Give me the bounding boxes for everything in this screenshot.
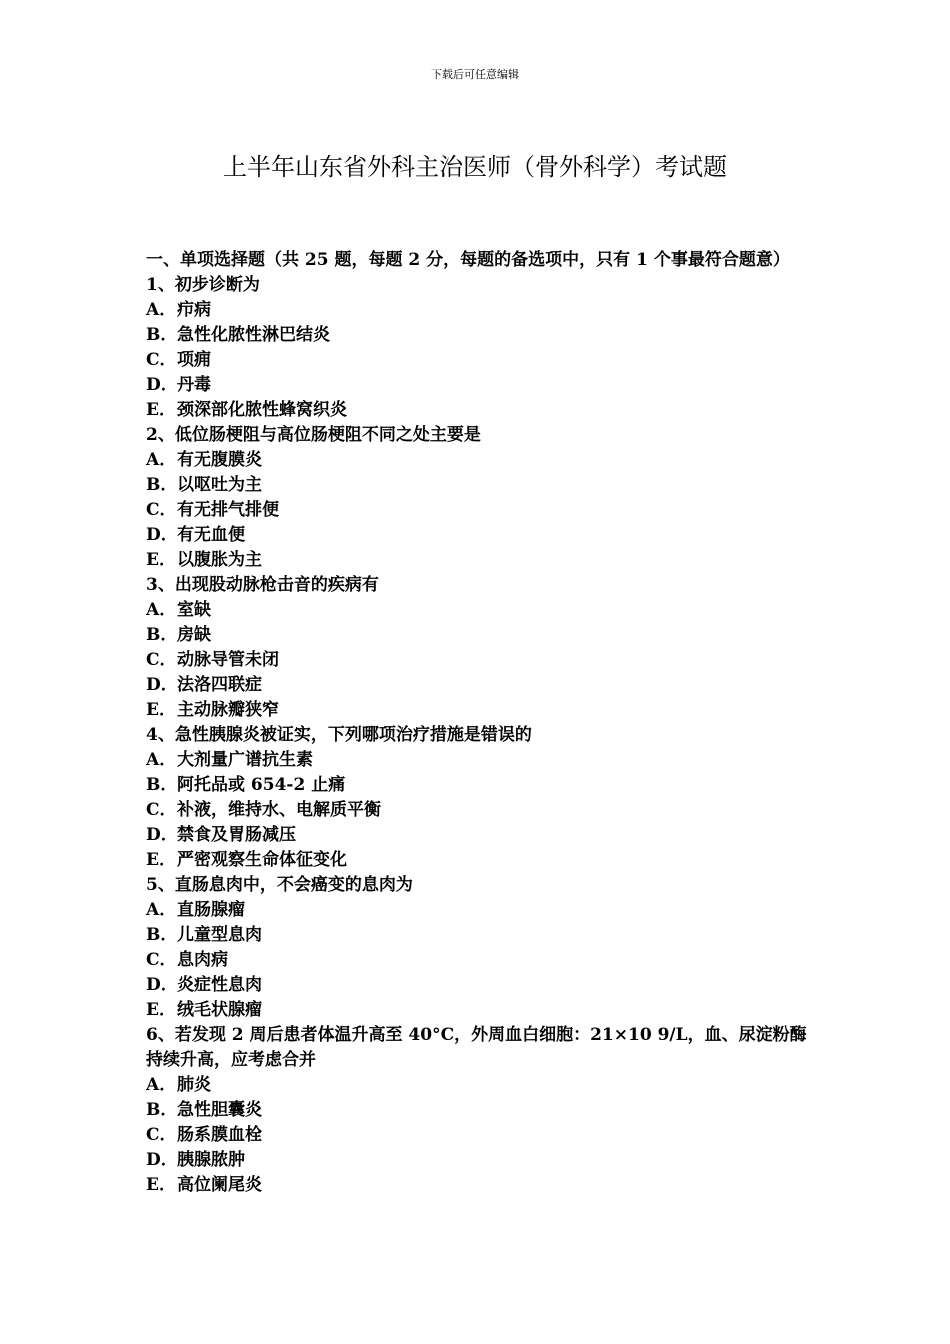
option-letter: D． [146,525,178,545]
option-text: 禁食及胃肠减压 [177,825,296,845]
option-letter: B． [146,925,178,945]
option-text: 室缺 [177,600,211,620]
option-item [146,298,810,323]
option-item [146,748,810,773]
option-item [146,898,810,923]
option-letter: A． [146,300,177,320]
option-text: 息肉病 [177,950,228,970]
option-list [146,748,810,873]
option-item [146,598,810,623]
option-item [146,1173,810,1198]
option-list [146,1073,810,1198]
option-text: 主动脉瓣狭窄 [177,700,279,720]
option-item [146,698,810,723]
option-item [146,773,810,798]
option-text: 以呕吐为主 [177,475,262,495]
option-item [146,1123,810,1148]
option-letter: D． [146,825,178,845]
option-item [146,798,810,823]
option-item [146,948,810,973]
option-text: 有无腹膜炎 [177,450,262,470]
exam-content [146,248,810,1198]
option-text: 房缺 [177,625,211,645]
option-letter: D． [146,1150,178,1170]
question-stem: 5、直肠息肉中，不会癌变的息肉为 [146,875,413,895]
question-list [146,273,810,1198]
option-item [146,448,810,473]
option-list [146,448,810,573]
option-item [146,473,810,498]
question-stem: 1、初步诊断为 [146,275,260,295]
option-item [146,323,810,348]
option-item [146,398,810,423]
option-text: 疖病 [177,300,211,320]
option-list [146,298,810,423]
option-text: 急性胆囊炎 [177,1100,262,1120]
option-letter: E． [146,550,176,570]
option-text: 动脉导管未闭 [177,650,279,670]
option-letter: C． [146,950,177,970]
option-letter: A． [146,600,177,620]
option-text: 绒毛状腺瘤 [177,1000,262,1020]
option-item [146,973,810,998]
question-1 [146,273,810,423]
option-letter: B． [146,475,178,495]
option-item [146,998,810,1023]
question-5 [146,873,810,1023]
option-letter: A． [146,450,177,470]
option-text: 阿托品或 654-2 止痛 [177,775,346,795]
option-letter: B． [146,1100,178,1120]
option-letter: E． [146,700,176,720]
option-letter: A． [146,1075,177,1095]
option-item [146,523,810,548]
option-letter: C． [146,650,177,670]
question-4 [146,723,810,873]
section-heading: 一、单项选择题（共 25 题，每题 2 分，每题的备选项中，只有 1 个事最符合题意） [146,250,790,270]
option-item [146,648,810,673]
question-2 [146,423,810,573]
option-letter: C． [146,350,177,370]
option-letter: C． [146,1125,177,1145]
option-text: 肺炎 [177,1075,211,1095]
option-letter: E． [146,1000,176,1020]
option-item [146,623,810,648]
option-item [146,923,810,948]
option-text: 急性化脓性淋巴结炎 [177,325,330,345]
question-stem: 6、若发现 2 周后患者体温升高至 40°C，外周血白细胞：21×10 9/L，血、尿淀粉酶持续升高，应考虑合并 [146,1025,807,1070]
option-item [146,673,810,698]
option-text: 儿童型息肉 [177,925,262,945]
option-item [146,1073,810,1098]
option-letter: B． [146,625,178,645]
option-list [146,898,810,1023]
option-text: 高位阑尾炎 [177,1175,262,1195]
question-stem: 3、出现股动脉枪击音的疾病有 [146,575,379,595]
option-item [146,823,810,848]
option-item [146,348,810,373]
option-text: 大剂量广谱抗生素 [177,750,313,770]
option-letter: E． [146,1175,176,1195]
option-item [146,1148,810,1173]
option-text: 法洛四联症 [177,675,262,695]
option-text: 有无血便 [177,525,245,545]
option-text: 严密观察生命体征变化 [177,850,347,870]
option-list [146,598,810,723]
option-text: 炎症性息肉 [177,975,262,995]
option-letter: E． [146,850,176,870]
document-title: 上半年山东省外科主治医师（骨外科学）考试题 [223,153,727,181]
option-letter: D． [146,675,178,695]
option-text: 有无排气排便 [177,500,279,520]
option-text: 以腹胀为主 [177,550,262,570]
option-item [146,848,810,873]
option-letter: A． [146,750,177,770]
option-text: 直肠腺瘤 [177,900,245,920]
option-letter: A． [146,900,177,920]
option-letter: B． [146,775,178,795]
option-item [146,548,810,573]
option-item [146,1098,810,1123]
option-letter: D． [146,375,178,395]
option-item [146,373,810,398]
option-text: 颈深部化脓性蜂窝织炎 [177,400,347,420]
option-letter: C． [146,800,177,820]
option-text: 补液，维持水、电解质平衡 [177,800,381,820]
question-stem: 4、急性胰腺炎被证实，下列哪项治疗措施是错误的 [146,725,532,745]
question-6 [146,1023,810,1198]
page-header-note: 下载后可任意编辑 [431,68,519,81]
option-letter: E． [146,400,176,420]
option-letter: C． [146,500,177,520]
option-letter: B． [146,325,178,345]
option-text: 胰腺脓肿 [177,1150,245,1170]
option-text: 项痈 [177,350,211,370]
option-letter: D． [146,975,178,995]
option-text: 肠系膜血栓 [177,1125,262,1145]
question-stem: 2、低位肠梗阻与高位肠梗阻不同之处主要是 [146,425,481,445]
question-3 [146,573,810,723]
option-text: 丹毒 [177,375,211,395]
option-item [146,498,810,523]
